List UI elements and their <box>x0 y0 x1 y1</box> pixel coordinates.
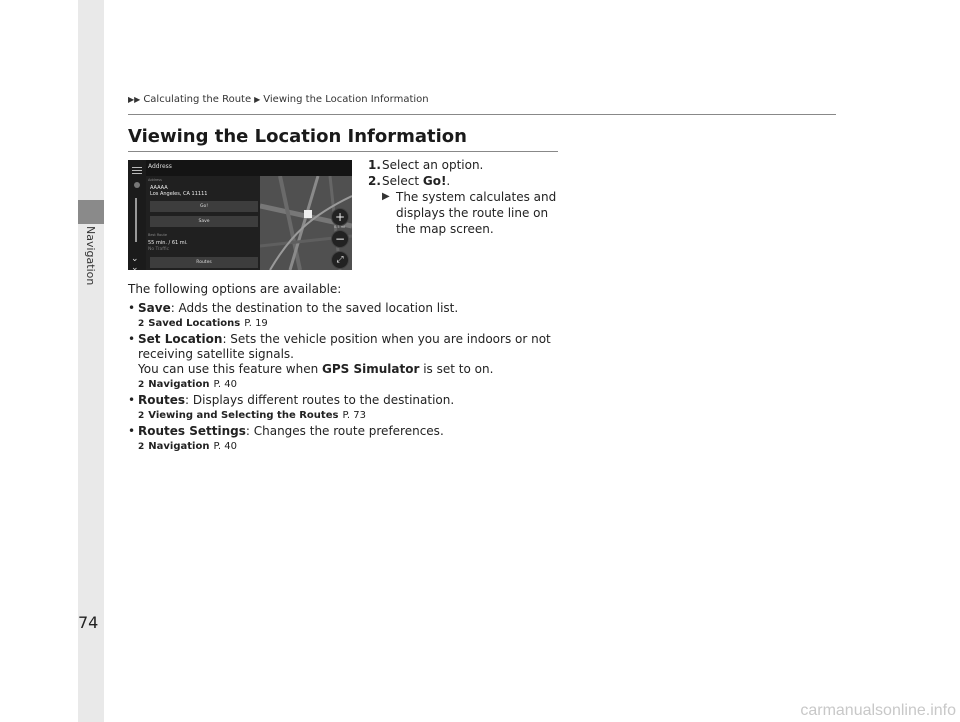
go-button: Go! <box>150 201 258 212</box>
section-tab <box>78 200 104 224</box>
screen-header <box>146 160 352 176</box>
route-eta: 55 min. / 61 mi. <box>148 240 188 246</box>
step-number: 2. <box>368 174 381 188</box>
address-line-1: AAAAA <box>150 185 168 191</box>
step-result-text: The system calculates and displays the route line on the map screen. <box>396 190 557 236</box>
options-section <box>128 282 588 454</box>
step-text: Select an option. <box>382 158 484 172</box>
bullet-icon: • <box>128 424 136 438</box>
result-arrow-icon: ▶ <box>382 191 390 202</box>
best-route-header: Best Route <box>148 233 168 237</box>
scrollbar-icon <box>135 198 137 242</box>
double-chevron-down-icon: ⌄ ⌄ <box>131 254 139 270</box>
option-set-location: • Set Location: Sets the vehicle position when you are indoors or not receiving satellite signals. You can use this feature when GPS Simulator is set to on. <box>128 332 551 376</box>
procedure-steps <box>368 157 560 237</box>
step-number: 1. <box>368 158 381 172</box>
step-text: Select Go!. <box>382 174 451 188</box>
reference-arrow-icon: 2 <box>138 441 145 452</box>
screen-title: Address <box>148 163 172 170</box>
address-section-header: Address <box>148 178 162 182</box>
step-2 <box>368 173 560 189</box>
breadcrumb <box>128 94 429 105</box>
bullet-icon: • <box>128 332 136 346</box>
page-number: 74 <box>78 613 99 632</box>
option-routes: • Routes: Displays different routes to the destination. <box>128 393 455 407</box>
bullet-icon: • <box>128 393 136 407</box>
reference-arrow-icon: 2 <box>138 318 145 329</box>
cross-reference[interactable]: 2 Navigation P. 40 <box>138 441 237 452</box>
section-label: Navigation <box>84 226 97 286</box>
zoom-in-icon: + <box>331 208 349 226</box>
step-1 <box>368 157 560 173</box>
reference-arrow-icon: 2 <box>138 410 145 421</box>
header-divider <box>128 114 836 115</box>
step-2-result <box>382 189 560 237</box>
option-save: • Save: Adds the destination to the saved location list. <box>128 301 459 315</box>
menu-icon <box>132 165 142 176</box>
title-divider <box>128 151 558 152</box>
breadcrumb-item-2[interactable]: Viewing the Location Information <box>263 94 429 105</box>
save-button: Save <box>150 216 258 227</box>
cross-reference[interactable]: 2 Saved Locations P. 19 <box>138 318 268 329</box>
cross-reference[interactable]: 2 Navigation P. 40 <box>138 379 237 390</box>
address-line-2: Los Angeles, CA 11111 <box>150 191 208 197</box>
option-routes-settings: • Routes Settings: Changes the route preferences. <box>128 424 444 438</box>
routes-button: Routes <box>150 257 258 268</box>
navigation-screenshot <box>128 160 352 270</box>
page-title: Viewing the Location Information <box>128 126 467 147</box>
user-icon <box>134 182 140 188</box>
breadcrumb-arrow-icon: ▶▶ <box>128 95 141 104</box>
screen-left-rail <box>128 160 146 270</box>
zoom-out-icon: − <box>331 230 349 248</box>
watermark: carmanualsonline.info <box>800 702 956 719</box>
traffic-status: No Traffic <box>148 247 170 252</box>
breadcrumb-arrow-icon: ▶ <box>254 95 261 104</box>
options-intro: The following options are available: <box>128 282 342 296</box>
reference-arrow-icon: 2 <box>138 379 145 390</box>
map-expand-icon: ⤢ <box>331 251 349 269</box>
breadcrumb-item-1[interactable]: Calculating the Route <box>143 94 252 105</box>
zoom-level: 0.5 mi <box>334 225 346 229</box>
bullet-icon: • <box>128 301 136 315</box>
cross-reference[interactable]: 2 Viewing and Selecting the Routes P. 73 <box>138 410 366 421</box>
